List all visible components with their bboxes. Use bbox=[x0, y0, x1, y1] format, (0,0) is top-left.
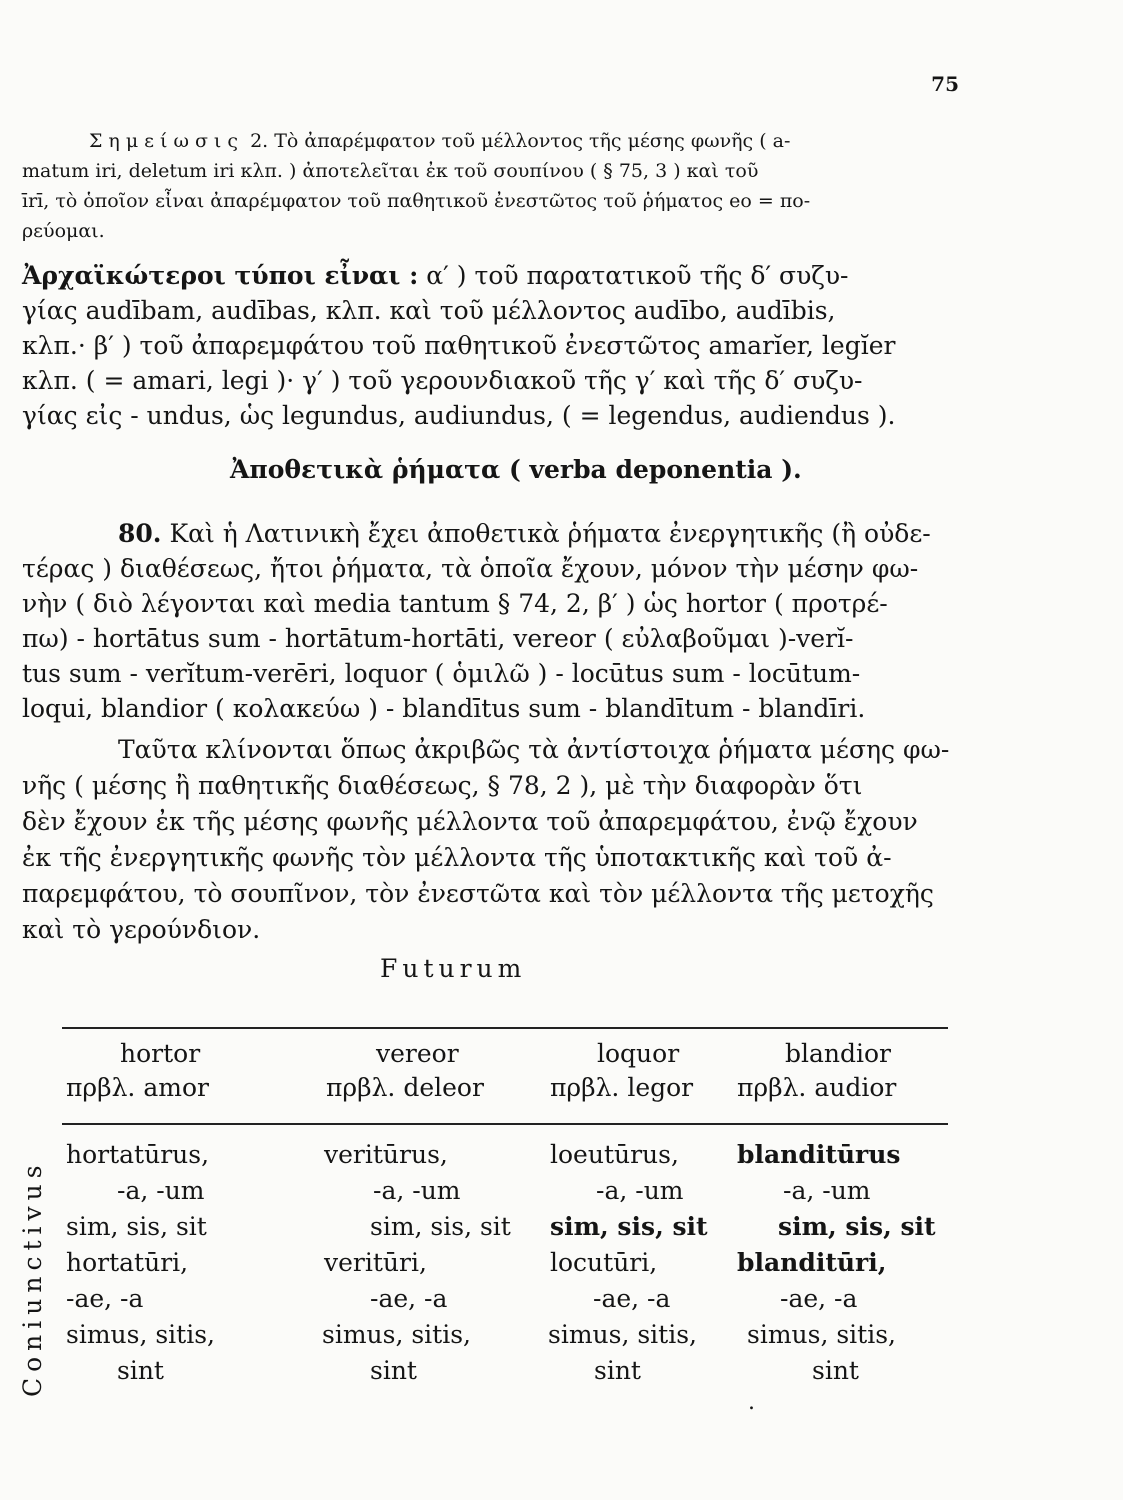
table-cell: blanditūri, bbox=[737, 1248, 887, 1277]
table-cell: simus, sitis, bbox=[747, 1320, 896, 1349]
para80-line-6: loqui, blandior ( κολακεύω ) - blandītus sum - blandītum - blandīri. bbox=[22, 694, 866, 723]
table-cell: sim, sis, sit bbox=[550, 1212, 708, 1241]
table-header-rule bbox=[62, 1123, 948, 1125]
table-cell: -a, -um bbox=[373, 1176, 461, 1205]
header-compare-4 bbox=[737, 1073, 896, 1102]
archaic-line-1-text: α′ ) τοῦ παρατατικοῦ τῆς δ′ συζυ- bbox=[426, 261, 849, 290]
table-cell: -ae, -a bbox=[66, 1284, 144, 1313]
table-cell: veritūrus, bbox=[324, 1140, 448, 1169]
archaic-line-1 bbox=[22, 258, 960, 293]
inflection-paragraph bbox=[22, 732, 960, 948]
table-cell: simus, sitis, bbox=[548, 1320, 697, 1349]
inflect-line-1-text: Ταῦτα κλίνονται ὅπως ἀκριβῶς τὰ ἀντίστοιχα ῥήματα μέσης φω- bbox=[118, 735, 950, 764]
compare-abbr: πρβλ. bbox=[326, 1073, 396, 1102]
inflect-line-2: νῆς ( μέσης ἢ παθητικῆς διαθέσεως, § 78, 2 ), μὲ τὴν διαφορὰν ὅτι bbox=[22, 771, 863, 800]
header-verb-blandior: blandior bbox=[785, 1039, 892, 1068]
note-number: 2. bbox=[250, 130, 269, 152]
note-line-1 bbox=[22, 126, 960, 156]
compare-word: amor bbox=[143, 1073, 209, 1102]
note-line-2: matum iri, deletum iri κλπ. ) ἀποτελεῖται ἐκ τοῦ σουπίνου ( § 75, 3 ) καὶ τοῦ bbox=[22, 160, 759, 182]
table-cell: simus, sitis, bbox=[66, 1320, 215, 1349]
archaic-line-2: γίας audībam, audības, κλπ. καὶ τοῦ μέλλοντος audībo, audībis, bbox=[22, 296, 836, 325]
header-compare-1 bbox=[66, 1073, 209, 1102]
page-number: 75 bbox=[931, 72, 959, 96]
compare-abbr: πρβλ. bbox=[737, 1073, 807, 1102]
archaic-line-4: κλπ. ( = amari, legi )· γ′ ) τοῦ γερουνδιακοῦ τῆς γ′ καὶ τῆς δ′ συζυ- bbox=[22, 366, 863, 395]
header-verb-vereor: vereor bbox=[376, 1039, 459, 1068]
coniunctivus-side-label: Coniunctivus bbox=[18, 1159, 47, 1397]
note-paragraph bbox=[22, 126, 960, 246]
inflect-line-1 bbox=[22, 732, 960, 768]
inflect-line-3: δὲν ἔχουν ἐκ τῆς μέσης φωνῆς μέλλοντα τοῦ ἀπαρεμφάτου, ἐνῷ ἔχουν bbox=[22, 807, 918, 836]
futurum-title: Futurum bbox=[380, 954, 527, 983]
table-cell: -ae, -a bbox=[370, 1284, 448, 1313]
note-line-4: ρεύομαι. bbox=[22, 220, 105, 242]
archaic-line-5: γίας εἰς - undus, ὡς legundus, audiundus, ( = legendus, audiendus ). bbox=[22, 401, 896, 430]
compare-abbr: πρβλ. bbox=[66, 1073, 136, 1102]
header-verb-loquor: loquor bbox=[597, 1039, 680, 1068]
table-cell: sim, sis, sit bbox=[66, 1212, 207, 1241]
note-line-3: īrī, τὸ ὁποῖον εἶναι ἀπαρέμφατον τοῦ παθητικοῦ ἐνεστῶτος τοῦ ῥήματος eo = πο- bbox=[22, 190, 811, 212]
archaic-forms-paragraph bbox=[22, 258, 960, 433]
header-verb-hortor: hortor bbox=[120, 1039, 201, 1068]
table-cell: -a, -um bbox=[783, 1176, 871, 1205]
table-cell: sint bbox=[812, 1356, 859, 1385]
table-cell: hortatūri, bbox=[66, 1248, 189, 1277]
para80-line-5: tus sum - verĭtum-verēri, loquor ( ὁμιλῶ ) - locūtus sum - locūtum- bbox=[22, 659, 861, 688]
table-cell: -a, -um bbox=[596, 1176, 684, 1205]
compare-word: deleor bbox=[403, 1073, 484, 1102]
table-cell: -ae, -a bbox=[780, 1284, 858, 1313]
table-cell: sim, sis, sit bbox=[778, 1212, 936, 1241]
table-cell: hortatūrus, bbox=[66, 1140, 210, 1169]
para80-line-2: τέρας ) διαθέσεως, ἤτοι ῥήματα, τὰ ὁποῖα ἔχουν, μόνον τὴν μέσην φω- bbox=[22, 554, 919, 583]
archaic-lead: Ἀρχαϊκώτεροι τύποι εἶναι : bbox=[22, 261, 419, 290]
note-line-1-text: Τὸ ἀπαρέμφατον τοῦ μέλλοντος τῆς μέσης φωνῆς ( a- bbox=[274, 130, 791, 152]
archaic-line-3: κλπ.· β′ ) τοῦ ἀπαρεμφάτου τοῦ παθητικοῦ ἐνεστῶτος amarĭer, legĭer bbox=[22, 331, 896, 360]
trailing-dot: . bbox=[748, 1390, 755, 1415]
table-cell: sint bbox=[370, 1356, 417, 1385]
header-compare-2 bbox=[326, 1073, 484, 1102]
table-cell: simus, sitis, bbox=[322, 1320, 471, 1349]
table-cell: sint bbox=[594, 1356, 641, 1385]
section-heading: Ἀποθετικὰ ῥήματα ( verba deponentia ). bbox=[230, 455, 802, 484]
table-cell: sim, sis, sit bbox=[370, 1212, 511, 1241]
paragraph-number: 80. bbox=[118, 519, 162, 548]
header-compare-3 bbox=[550, 1073, 693, 1102]
para80-line-1 bbox=[22, 516, 960, 551]
table-top-rule bbox=[62, 1027, 948, 1029]
table-cell: -a, -um bbox=[117, 1176, 205, 1205]
compare-word: legor bbox=[627, 1073, 694, 1102]
table-cell: locutūri, bbox=[550, 1248, 658, 1277]
compare-word: audior bbox=[814, 1073, 897, 1102]
table-cell: sint bbox=[117, 1356, 164, 1385]
para80-line-4: πω) - hortātus sum - hortātum-hortāti, vereor ( εὐλαβοῦμαι )-verĭ- bbox=[22, 624, 854, 653]
inflect-line-6: καὶ τὸ γερούνδιον. bbox=[22, 915, 261, 944]
table-cell: veritūri, bbox=[324, 1248, 427, 1277]
table-cell: blanditūrus bbox=[737, 1140, 901, 1169]
paragraph-80 bbox=[22, 516, 960, 726]
inflect-line-5: παρεμφάτου, τὸ σουπῖνον, τὸν ἐνεστῶτα καὶ τὸν μέλλοντα τῆς μετοχῆς bbox=[22, 879, 934, 908]
para80-line-1-text: Καὶ ἡ Λατινικὴ ἔχει ἀποθετικὰ ῥήματα ἐνεργητικῆς (ἢ οὐδε- bbox=[169, 519, 931, 548]
table-cell: loeutūrus, bbox=[550, 1140, 679, 1169]
note-label: Σημείωσις bbox=[89, 130, 245, 152]
para80-line-3: νὴν ( διὸ λέγονται καὶ media tantum § 74, 2, β′ ) ὡς hortor ( προτρέ- bbox=[22, 589, 888, 618]
inflect-line-4: ἐκ τῆς ἐνεργητικῆς φωνῆς τὸν μέλλοντα τῆς ὑποτακτικῆς καὶ τοῦ ἀ- bbox=[22, 843, 892, 872]
compare-abbr: πρβλ. bbox=[550, 1073, 620, 1102]
table-cell: -ae, -a bbox=[593, 1284, 671, 1313]
